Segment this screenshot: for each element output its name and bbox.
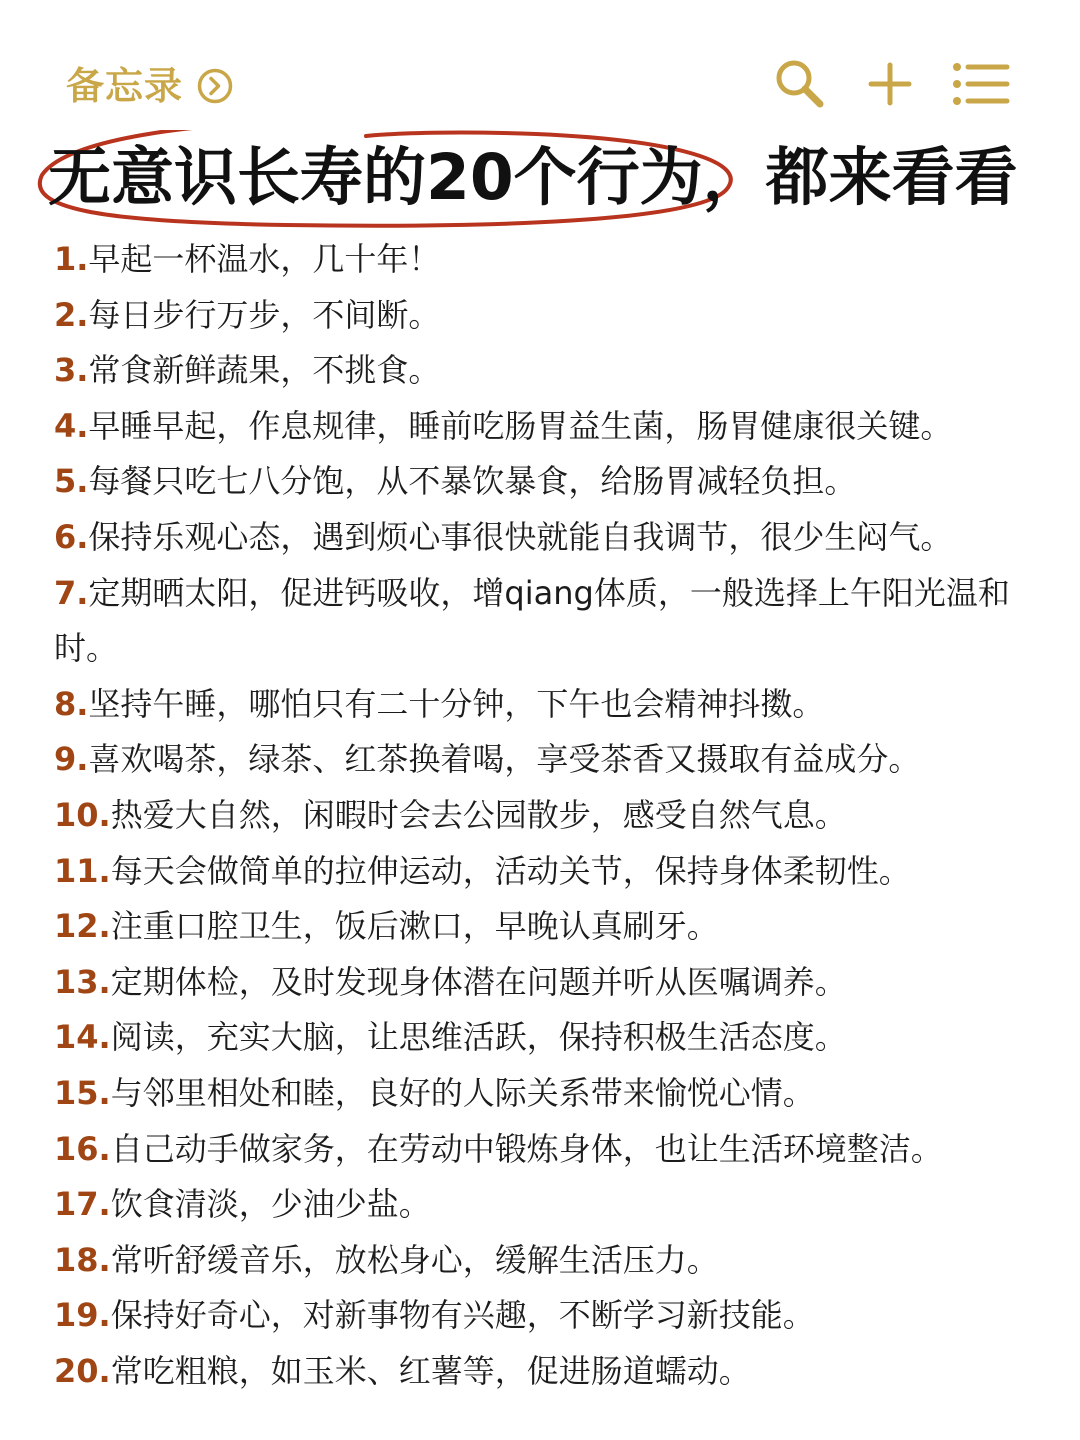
item-number: 7. (54, 573, 89, 612)
list-item (54, 1344, 1014, 1400)
back-label: 备忘录 (66, 64, 184, 108)
item-text: 饮食清淡，少油少盐。 (110, 1185, 431, 1224)
item-number: 20. (54, 1351, 111, 1390)
plus-icon[interactable] (866, 60, 914, 108)
item-text: 保持好奇心，对新事物有兴趣，不断学习新技能。 (110, 1296, 815, 1335)
list-item (54, 399, 1014, 455)
item-text: 每日步行万步，不间断。 (88, 295, 441, 334)
list-item (54, 1066, 1014, 1122)
item-text: 每天会做简单的拉伸运动，活动关节，保持身体柔韧性。 (110, 851, 911, 890)
item-number: 9. (54, 740, 89, 779)
toolbar (772, 56, 1010, 112)
item-number: 15. (54, 1073, 111, 1112)
item-number: 6. (54, 517, 89, 556)
item-number: 1. (54, 240, 89, 278)
item-text: 每餐只吃七八分饱，从不暴饮暴食，给肠胃减轻负担。 (88, 462, 857, 501)
list-item (54, 454, 1014, 510)
item-number: 13. (54, 962, 111, 1001)
item-text: 与邻里相处和睦，良好的人际关系带来愉悦心情。 (110, 1073, 815, 1112)
item-number: 3. (54, 351, 89, 390)
item-text: 常食新鲜蔬果，不挑食。 (88, 351, 441, 390)
list-icon[interactable] (952, 60, 1010, 108)
item-text: 常听舒缓音乐，放松身心，缓解生活压力。 (110, 1240, 719, 1279)
list-item (54, 955, 1014, 1011)
behavior-list (54, 232, 1014, 1399)
item-number: 4. (54, 406, 89, 445)
list-item (54, 1233, 1014, 1289)
item-text: 定期晒太阳，促进钙吸收，增qiang体质，一般选择上午阳光温和时。 (54, 573, 1010, 668)
list-item (54, 1288, 1014, 1344)
list-item (54, 232, 1014, 288)
page-title: 无意识长寿的20个行为，都来看看 (48, 141, 1018, 214)
item-number: 11. (54, 851, 111, 890)
item-text: 常吃粗粮，如玉米、红薯等，促进肠道蠕动。 (110, 1351, 751, 1390)
list-item (54, 288, 1014, 344)
list-item (54, 677, 1014, 733)
item-number: 19. (54, 1296, 111, 1335)
list-item (54, 732, 1014, 788)
list-item (54, 1010, 1014, 1066)
item-number: 16. (54, 1129, 111, 1168)
title-area (36, 130, 1046, 220)
search-icon[interactable] (772, 56, 828, 112)
item-text: 早睡早起，作息规律，睡前吃肠胃益生菌，肠胃健康很关键。 (88, 406, 953, 445)
item-number: 17. (54, 1185, 111, 1224)
item-text: 注重口腔卫生，饭后漱口，早晚认真刷牙。 (110, 907, 719, 946)
item-text: 早起一杯温水，几十年！ (88, 240, 441, 278)
list-item (54, 1122, 1014, 1178)
item-number: 2. (54, 295, 89, 334)
item-text: 阅读，充实大脑，让思维活跃，保持积极生活态度。 (110, 1018, 847, 1057)
list-item (54, 899, 1014, 955)
list-item (54, 844, 1014, 900)
list-item (54, 343, 1014, 399)
item-text: 自己动手做家务，在劳动中锻炼身体，也让生活环境整洁。 (110, 1129, 943, 1168)
item-number: 8. (54, 684, 89, 723)
item-text: 喜欢喝茶，绿茶、红茶换着喝，享受茶香又摄取有益成分。 (88, 740, 921, 779)
list-item (54, 1177, 1014, 1233)
item-text: 定期体检，及时发现身体潜在问题并听从医嘱调养。 (110, 962, 847, 1001)
item-text: 坚持午睡，哪怕只有二十分钟，下午也会精神抖擞。 (88, 684, 825, 723)
item-number: 12. (54, 907, 111, 946)
item-number: 10. (54, 795, 111, 834)
item-text: 热爱大自然，闲暇时会去公园散步，感受自然气息。 (110, 795, 847, 834)
item-text: 保持乐观心态，遇到烦心事很快就能自我调节，很少生闷气。 (88, 517, 953, 556)
item-number: 14. (54, 1018, 111, 1057)
list-item (54, 788, 1014, 844)
list-item (54, 510, 1014, 566)
chevron-right-circle-icon (197, 68, 233, 104)
back-button[interactable] (66, 60, 233, 112)
item-number: 5. (54, 462, 89, 501)
list-item (54, 566, 1014, 677)
item-number: 18. (54, 1240, 111, 1279)
